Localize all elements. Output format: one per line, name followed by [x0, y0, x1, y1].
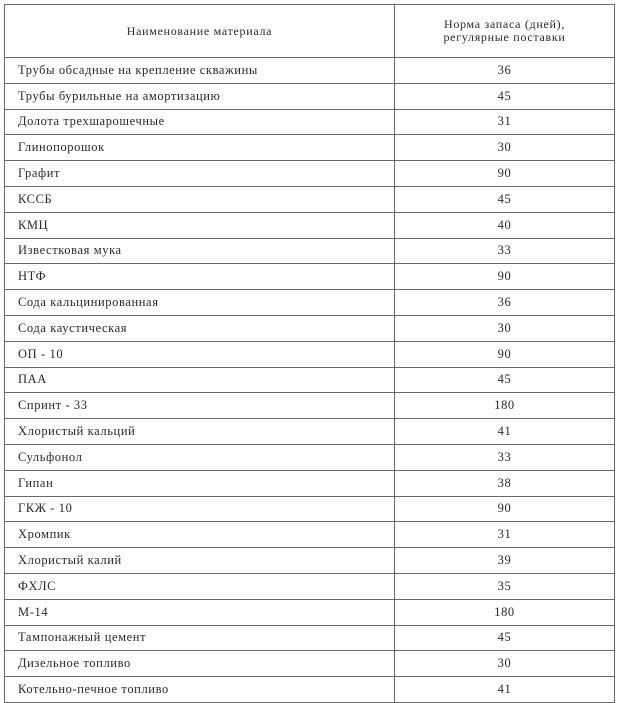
stock-norm-days-cell: 180	[395, 599, 615, 625]
material-name-cell: Котельно-печное топливо	[5, 677, 395, 703]
stock-norm-days-cell: 36	[395, 290, 615, 316]
material-name-cell: ОП - 10	[5, 341, 395, 367]
table-row	[5, 496, 615, 522]
material-name-cell: Тампонажный цемент	[5, 625, 395, 651]
stock-norm-days-cell: 41	[395, 419, 615, 445]
stock-norm-days-cell: 30	[395, 135, 615, 161]
header-material-label: Наименование материала	[126, 23, 273, 38]
material-name-cell: Глинопорошок	[5, 135, 395, 161]
stock-norm-days-cell: 180	[395, 393, 615, 419]
table-row	[5, 522, 615, 548]
table-header	[5, 5, 615, 58]
table-row	[5, 341, 615, 367]
material-name-cell: Гипан	[5, 470, 395, 496]
header-row	[5, 5, 615, 58]
header-stock-norm-line2: регулярные поставки	[443, 30, 566, 44]
header-material	[5, 5, 395, 58]
table-row	[5, 367, 615, 393]
header-stock-norm	[395, 5, 615, 58]
stock-norm-days-cell: 30	[395, 315, 615, 341]
stock-norm-days-cell: 40	[395, 212, 615, 238]
table-row	[5, 83, 615, 109]
material-name-cell: НТФ	[5, 264, 395, 290]
stock-norm-days-cell: 41	[395, 677, 615, 703]
material-name-cell: Хлористый калий	[5, 548, 395, 574]
material-name-cell: КССБ	[5, 186, 395, 212]
stock-norm-days-cell: 45	[395, 367, 615, 393]
material-name-cell: ГКЖ - 10	[5, 496, 395, 522]
stock-norm-days-cell: 38	[395, 470, 615, 496]
materials-stock-table	[4, 4, 615, 703]
stock-norm-days-cell: 45	[395, 83, 615, 109]
material-name-cell: Трубы обсадные на крепление скважины	[5, 58, 395, 84]
stock-norm-days-cell: 90	[395, 496, 615, 522]
stock-norm-days-cell: 31	[395, 109, 615, 135]
stock-norm-days-cell: 30	[395, 651, 615, 677]
table-row	[5, 599, 615, 625]
stock-norm-days-cell: 45	[395, 186, 615, 212]
table-row	[5, 58, 615, 84]
material-name-cell: Сода кальцинированная	[5, 290, 395, 316]
stock-norm-days-cell: 33	[395, 238, 615, 264]
material-name-cell: Хлористый кальций	[5, 419, 395, 445]
material-name-cell: Трубы бурильные на амортизацию	[5, 83, 395, 109]
table-row	[5, 135, 615, 161]
material-name-cell: ПАА	[5, 367, 395, 393]
material-name-cell: Сода каустическая	[5, 315, 395, 341]
stock-norm-days-cell: 90	[395, 264, 615, 290]
table-row	[5, 470, 615, 496]
table-row	[5, 444, 615, 470]
table-body	[5, 58, 615, 703]
material-name-cell: Графит	[5, 161, 395, 187]
stock-norm-days-cell: 36	[395, 58, 615, 84]
material-name-cell: Сульфонол	[5, 444, 395, 470]
stock-norm-days-cell: 90	[395, 161, 615, 187]
table-row	[5, 677, 615, 703]
stock-norm-days-cell: 45	[395, 625, 615, 651]
material-name-cell: ФХЛС	[5, 573, 395, 599]
material-name-cell: Долота трехшарошечные	[5, 109, 395, 135]
table-row	[5, 186, 615, 212]
table-row	[5, 548, 615, 574]
table-row	[5, 161, 615, 187]
stock-norm-days-cell: 90	[395, 341, 615, 367]
table-row	[5, 109, 615, 135]
stock-norm-days-cell: 39	[395, 548, 615, 574]
material-name-cell: Известковая мука	[5, 238, 395, 264]
table-row	[5, 264, 615, 290]
material-name-cell: Хромпик	[5, 522, 395, 548]
table-row	[5, 238, 615, 264]
table-row	[5, 419, 615, 445]
table-row	[5, 212, 615, 238]
table-row	[5, 573, 615, 599]
table-row	[5, 393, 615, 419]
table-row	[5, 290, 615, 316]
table-row	[5, 315, 615, 341]
material-name-cell: Дизельное топливо	[5, 651, 395, 677]
material-name-cell: Спринт - 33	[5, 393, 395, 419]
table-row	[5, 625, 615, 651]
stock-norm-days-cell: 31	[395, 522, 615, 548]
stock-norm-days-cell: 33	[395, 444, 615, 470]
material-name-cell: М-14	[5, 599, 395, 625]
material-name-cell: КМЦ	[5, 212, 395, 238]
stock-norm-days-cell: 35	[395, 573, 615, 599]
header-stock-norm-line1: Норма запаса (дней),	[443, 17, 566, 32]
table-row	[5, 651, 615, 677]
